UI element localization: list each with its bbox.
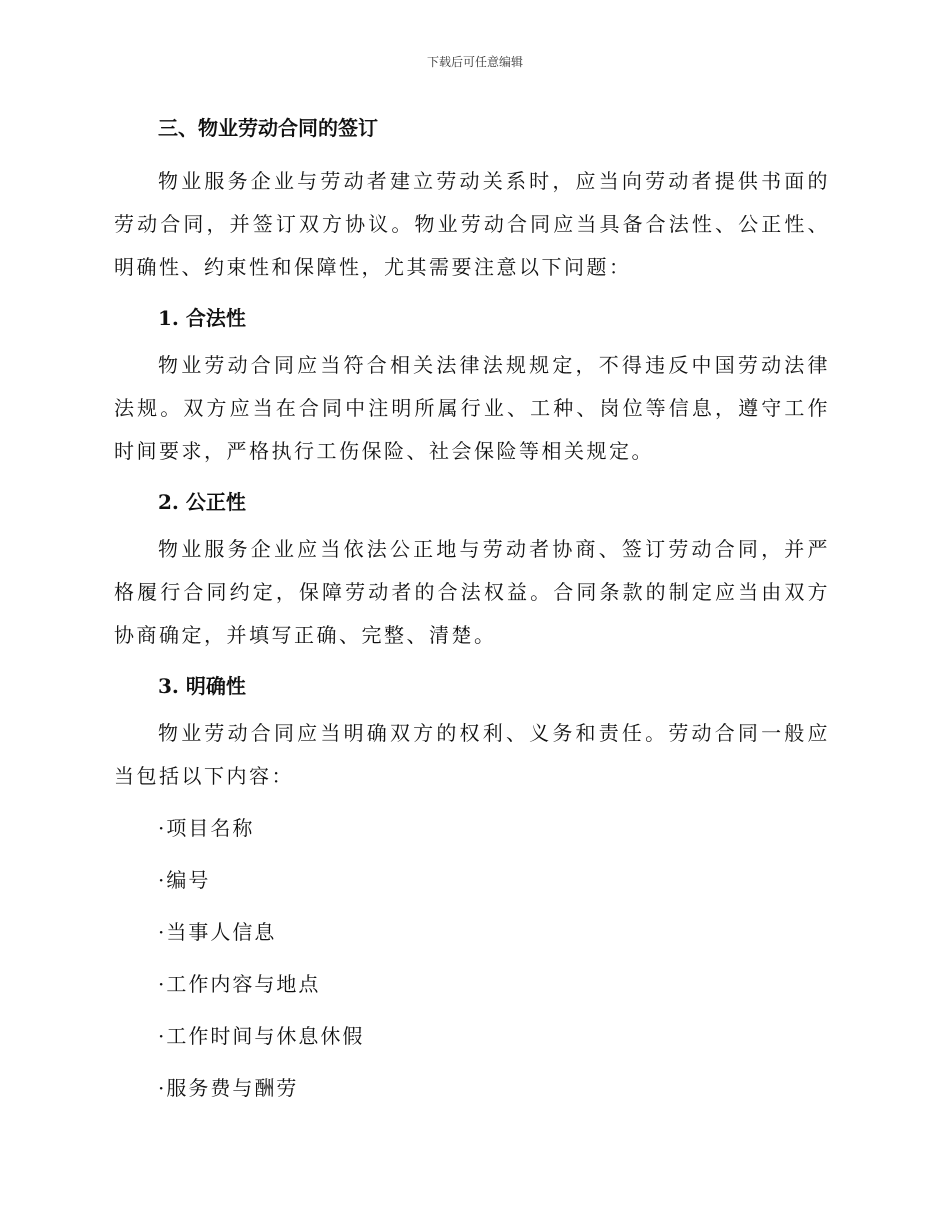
list-item: ·编号 xyxy=(158,868,211,892)
item-text-legality: 物业劳动合同应当符合相关法律法规规定，不得违反中国劳动法律法规。双方应当在合同中注明所属行业、工种、岗位等信息，遵守工作时间要求，严格执行工伤保险、社会保险等相关规定。 xyxy=(114,353,830,463)
content-list xyxy=(114,802,830,1114)
item-text-clarity: 物业劳动合同应当明确双方的权利、义务和责任。劳动合同一般应当包括以下内容： xyxy=(114,721,830,788)
list-item: ·工作时间与休息休假 xyxy=(158,1024,365,1048)
list-item: ·当事人信息 xyxy=(158,920,277,944)
intro-paragraph: 物业服务企业与劳动者建立劳动关系时，应当向劳动者提供书面的劳动合同，并签订双方协议。物业劳动合同应当具备合法性、公正性、明确性、约束性和保障性，尤其需要注意以下问题： xyxy=(114,169,830,279)
document-body xyxy=(114,108,830,1114)
header-note: 下载后可任意编辑 xyxy=(426,55,523,69)
item-text-fairness: 物业服务企业应当依法公正地与劳动者协商、签订劳动合同，并严格履行合同约定，保障劳动者的合法权益。合同条款的制定应当由双方协商确定，并填写正确、完整、清楚。 xyxy=(114,537,830,647)
section-title: 三、物业劳动合同的签订 xyxy=(158,116,378,140)
item-title-clarity: 3. 明确性 xyxy=(158,674,246,698)
list-item: ·项目名称 xyxy=(158,816,255,840)
item-title-fairness: 2. 公正性 xyxy=(158,490,246,514)
list-item: ·工作内容与地点 xyxy=(158,972,321,996)
list-item: ·服务费与酬劳 xyxy=(158,1076,299,1100)
item-title-legality: 1. 合法性 xyxy=(158,306,246,330)
